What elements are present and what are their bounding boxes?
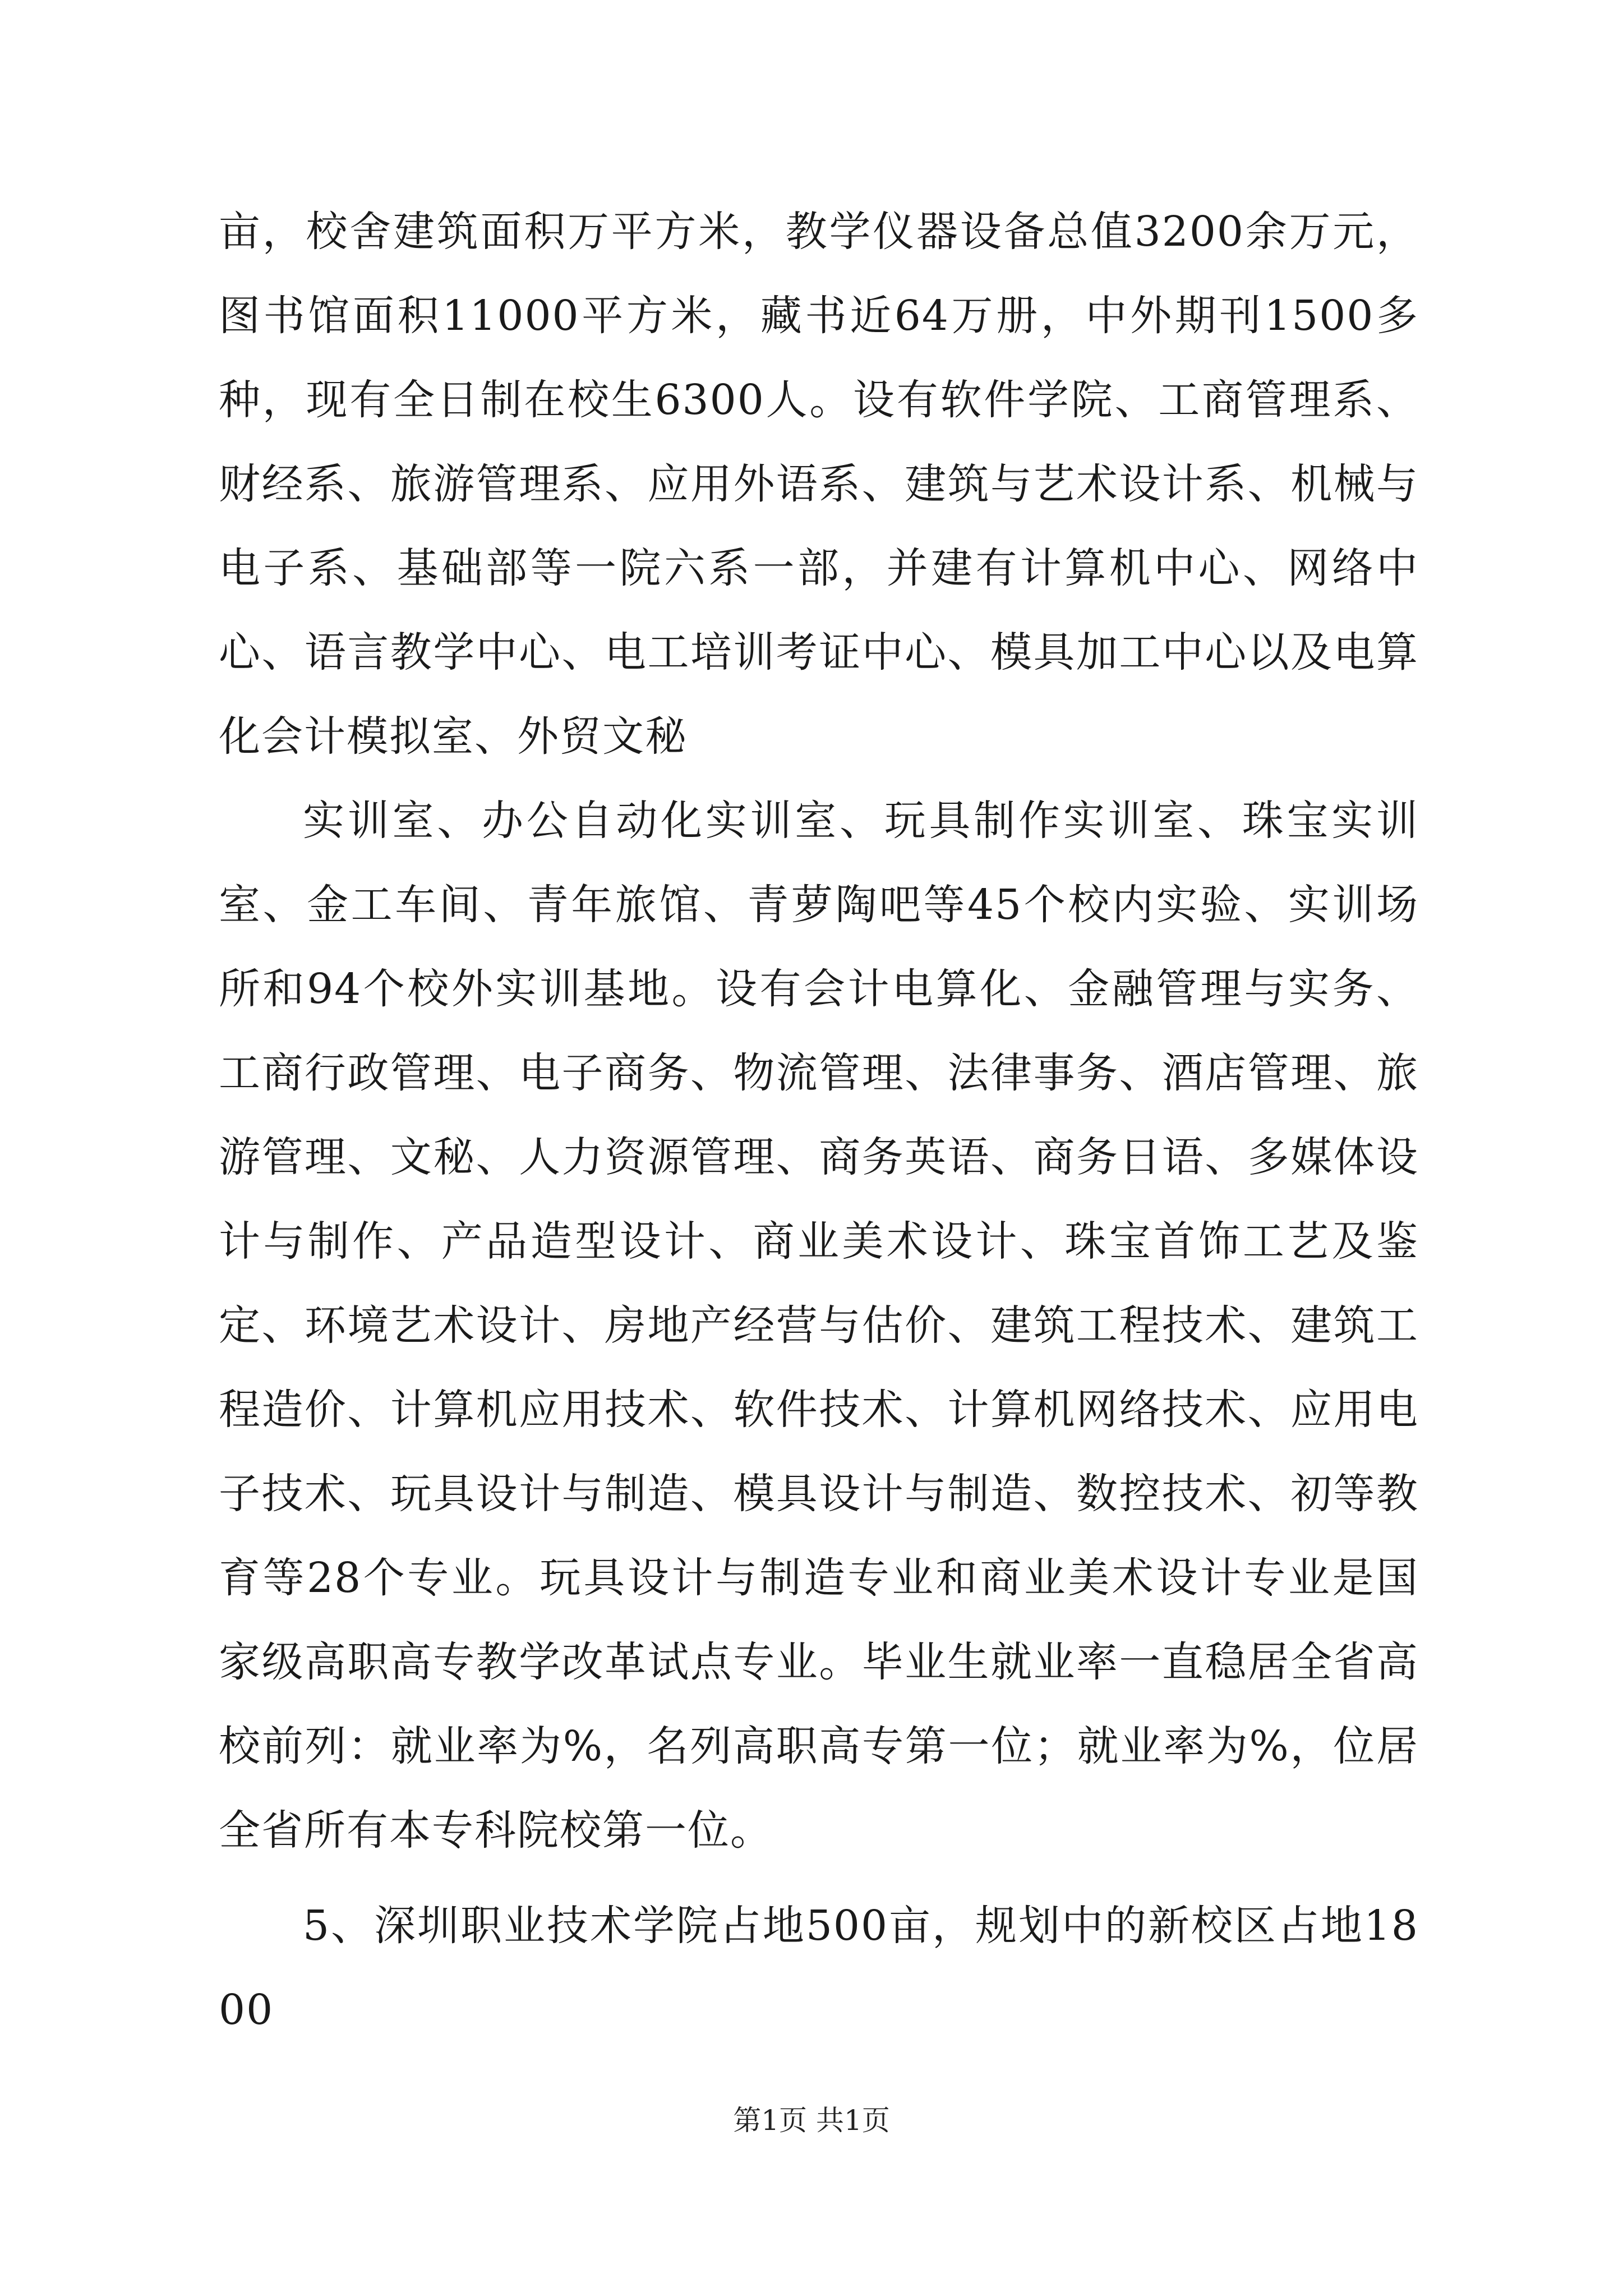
page-footer: 第1页 共1页 (733, 2104, 890, 2137)
paragraph-1: 亩，校舍建筑面积万平方米，教学仪器设备总值3200余万元，图书馆面积11000平方米，藏书近64万册，中外期刊1500多种，现有全日制在校生6300人。设有软件学院、工商管理系、财经系、旅游管理系、应用外语系、建筑与艺术设计系、机械与电子系、基础部等一院六系一部，并建有计算机中心、网络中心、语言教学中心、电工培训考证中心、模具加工中心以及电算化会计模拟室、外贸文秘 (219, 208, 1419, 761)
document-body (219, 190, 1419, 2052)
paragraph-3: 5、深圳职业技术学院占地500亩，规划中的新校区占地1800 (219, 1902, 1419, 2034)
paragraph-2: 实训室、办公自动化实训室、玩具制作实训室、珠宝实训室、金工车间、青年旅馆、青萝陶吧等45个校内实验、实训场所和94个校外实训基地。设有会计电算化、金融管理与实务、工商行政管理、电子商务、物流管理、法律事务、酒店管理、旅游管理、文秘、人力资源管理、商务英语、商务日语、多媒体设计与制作、产品造型设计、商业美术设计、珠宝首饰工艺及鉴定、环境艺术设计、房地产经营与估价、建筑工程技术、建筑工程造价、计算机应用技术、软件技术、计算机网络技术、应用电子技术、玩具设计与制造、模具设计与制造、数控技术、初等教育等28个专业。玩具设计与制造专业和商业美术设计专业是国家级高职高专教学改革试点专业。毕业生就业率一直稳居全省高校前列：就业率为%，名列高职高专第一位；就业率为%，位居全省所有本专科院校第一位。 (219, 797, 1419, 1855)
